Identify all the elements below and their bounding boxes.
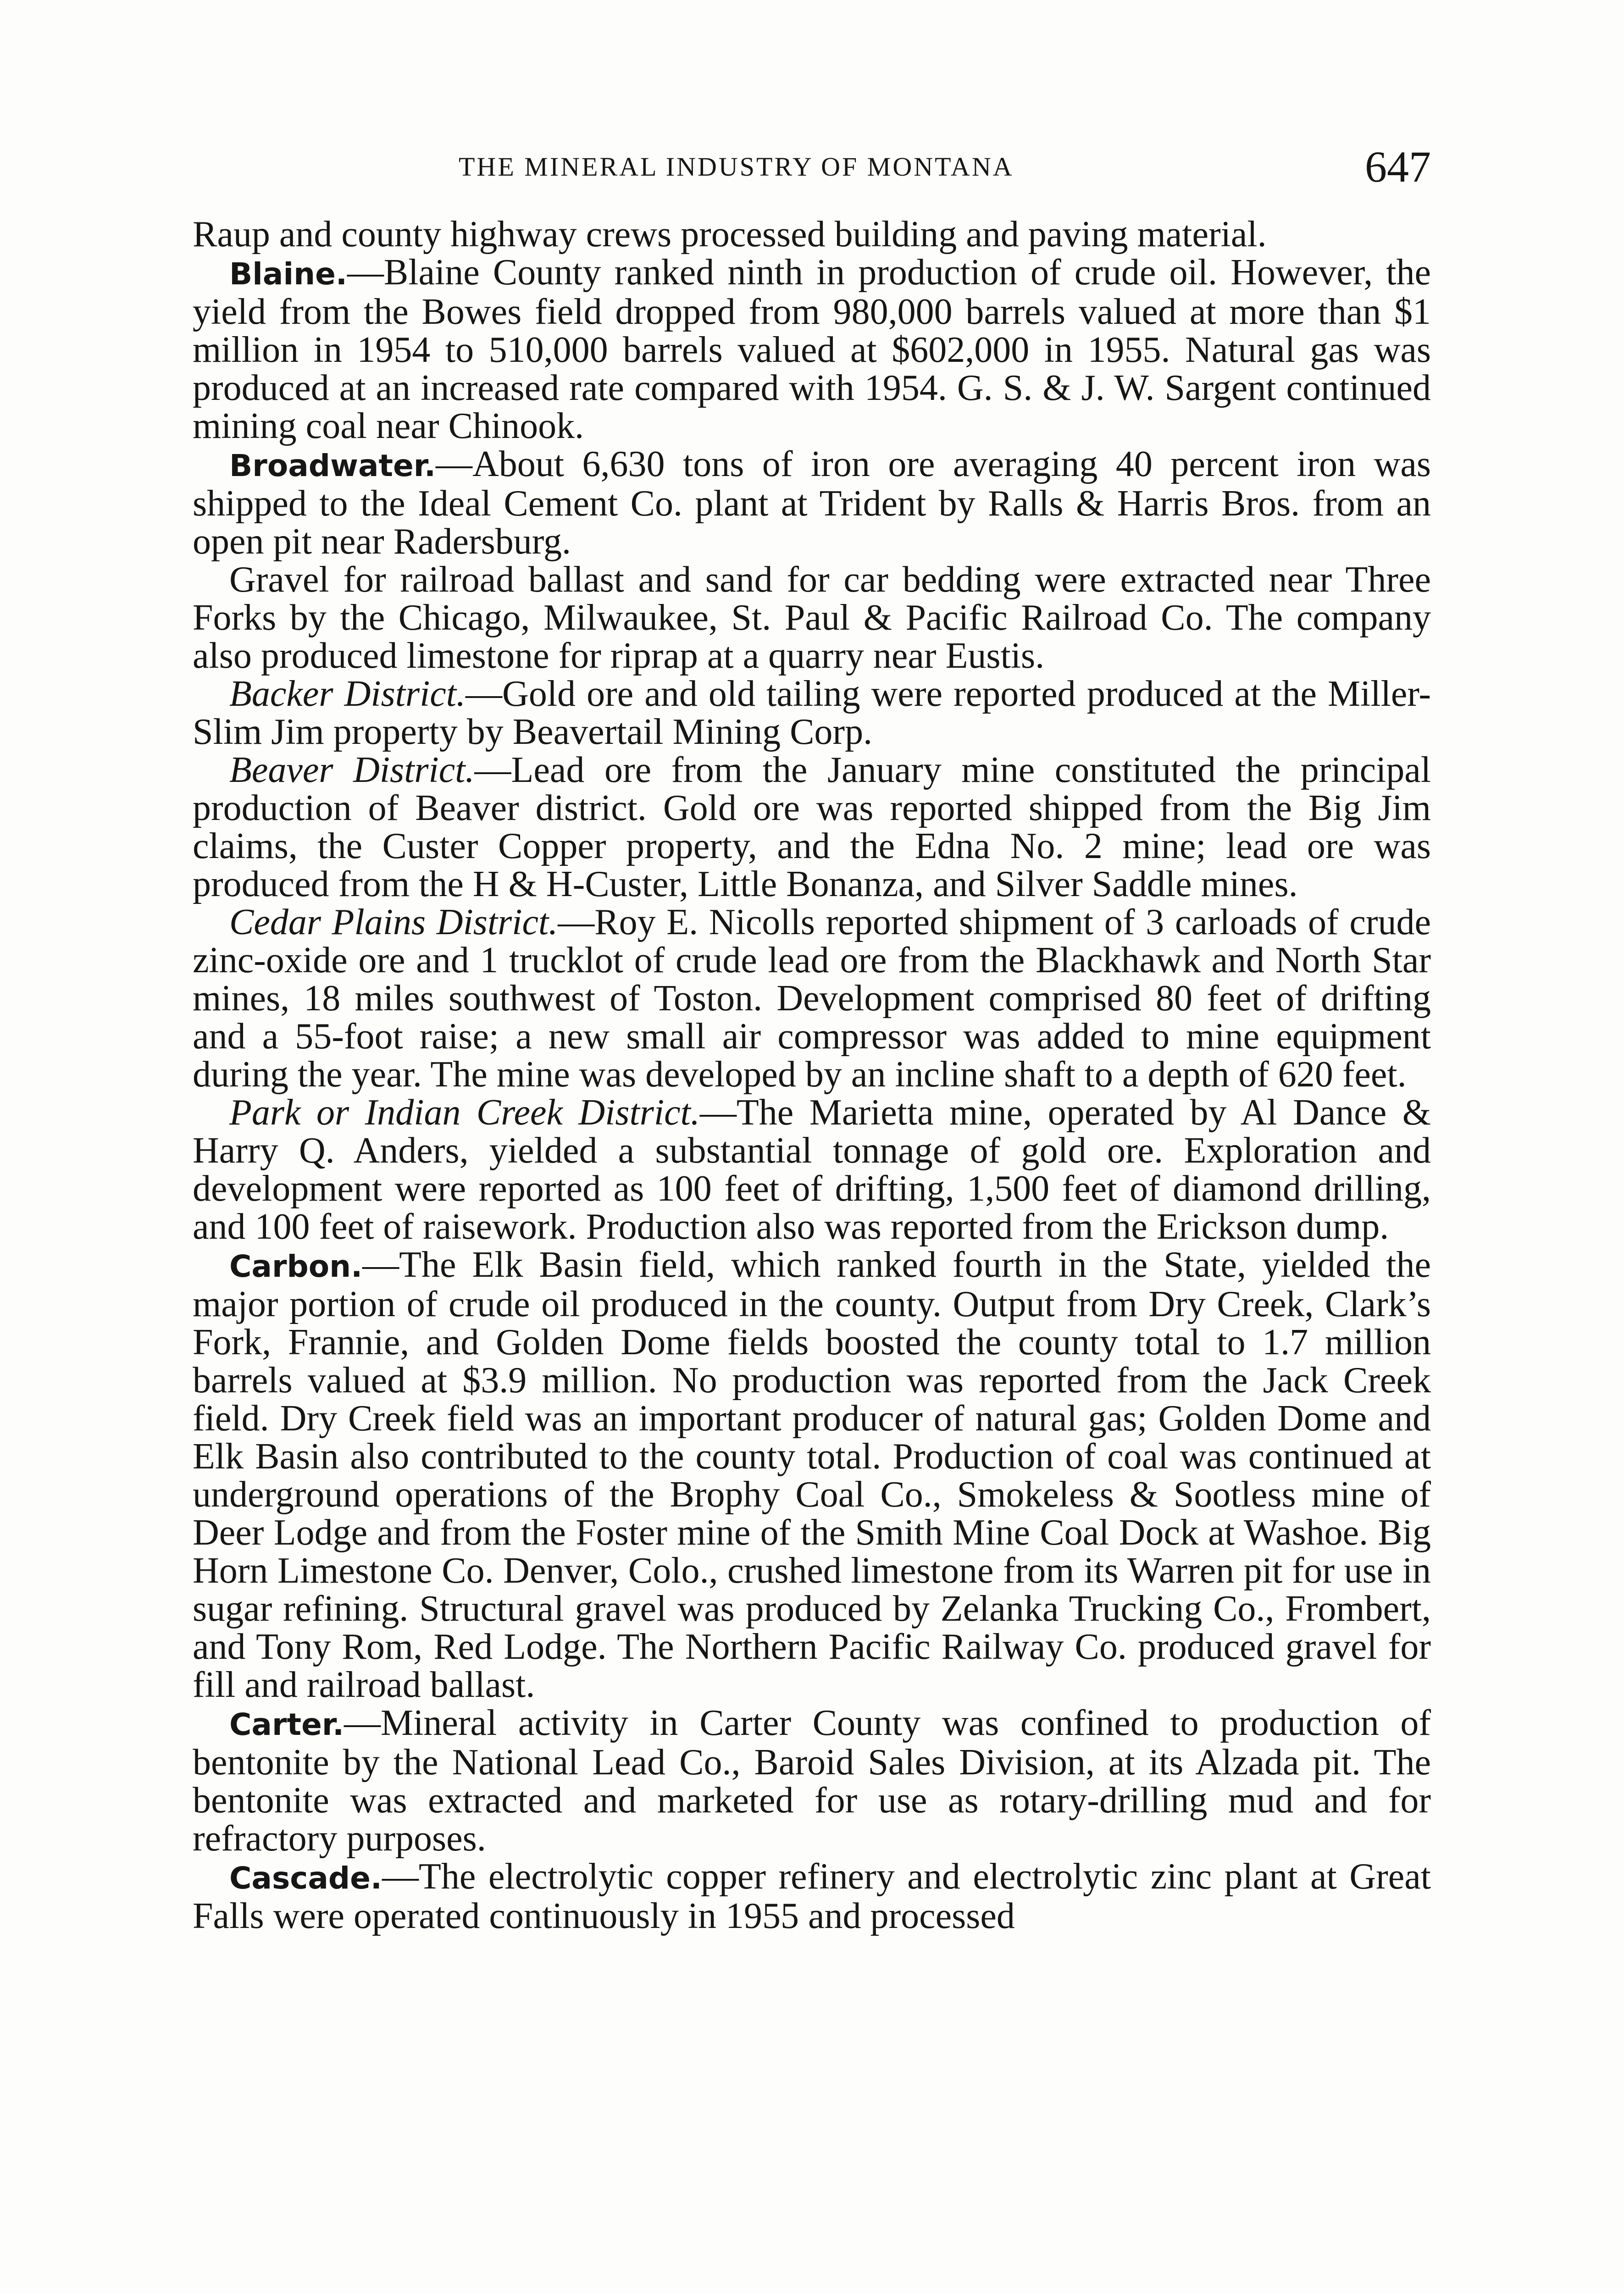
paragraph-text: Raup and county highway crews processed building and paving material.	[193, 214, 1267, 255]
section-heading-carter: Carter.	[229, 1707, 344, 1742]
running-head-title: THE MINERAL INDUSTRY OF MONTANA	[459, 152, 1014, 182]
paragraph-park-district	[193, 1094, 1431, 1246]
paragraph-backer-district	[193, 675, 1431, 751]
district-heading-beaver: Beaver District.	[229, 750, 475, 790]
section-heading-blaine: Blaine.	[229, 256, 347, 292]
paragraph-cascade	[193, 1858, 1431, 1935]
paragraph-broadwater	[193, 445, 1431, 561]
paragraph-carbon	[193, 1246, 1431, 1704]
paragraph-text: Gravel for railroad ballast and sand for car bedding were extracted near Three Forks by the Chicago, Milwaukee, St. Paul & Pacific Railroad Co. The company also produced limestone for riprap at a quarry near Eustis.	[193, 559, 1431, 676]
paragraph-text: —The Marietta mine, operated by Al Dance & Harry Q. Anders, yielded a substantial tonnage of gold ore. Exploration and development were reported as 100 feet of drifting, 1,500 feet of diamond drilling, and 100 feet of raisework. Production also was reported from the Erickson dump.	[193, 1092, 1431, 1247]
district-heading-cedar-plains: Cedar Plains District.	[229, 902, 558, 942]
paragraph-text: —The Elk Basin field, which ranked fourth in the State, yielded the major portion of crude oil produced in the county. Output from Dry Creek, Clark’s Fork, Frannie, and Golden Dome fields boosted the county total to 1.7 million barrels valued at $3.9 million. No production was reported from the Jack Creek field. Dry Creek field was an important producer of natural gas; Golden Dome and Elk Basin also contributed to the county total. Production of coal was continued at underground operations of the Brophy Coal Co., Smokeless & Sootless mine of Deer Lodge and from the Foster mine of the Smith Mine Coal Dock at Washoe. Big Horn Limestone Co. Denver, Colo., crushed limestone from its Warren pit for use in sugar refining. Structural gravel was produced by Zelanka Trucking Co., Frombert, and Tony Rom, Red Lodge. The Northern Pacific Railway Co. produced gravel for fill and railroad ballast.	[193, 1245, 1431, 1705]
paragraph-carter	[193, 1704, 1431, 1858]
paragraph-text: —Mineral activity in Carter County was confined to production of bentonite by the National Lead Co., Baroid Sales Division, at its Alzada pit. The bentonite was extracted and marketed for use as rotary-drilling mud and for refractory purposes.	[193, 1703, 1431, 1859]
section-heading-cascade: Cascade.	[229, 1861, 382, 1896]
paragraph-gravel	[193, 561, 1431, 675]
paragraph-text: —The electrolytic copper refinery and electrolytic zinc plant at Great Falls were operated continuously in 1955 and processed	[193, 1856, 1431, 1936]
section-heading-carbon: Carbon.	[229, 1249, 363, 1284]
paragraph-blaine	[193, 254, 1431, 445]
paragraph-text: —Blaine County ranked ninth in production of crude oil. However, the yield from the Bowes field dropped from 980,000 barrels valued at more than $1 million in 1954 to 510,000 barrels valued at $602,000 in 1955. Natural gas was produced at an increased rate compared with 1954. G. S. & J. W. Sargent continued mining coal near Chinook.	[193, 252, 1431, 446]
paragraph-continuation	[193, 216, 1431, 254]
district-heading-park: Park or Indian Creek District.	[229, 1092, 700, 1133]
paragraph-beaver-district	[193, 751, 1431, 903]
page-number: 647	[1365, 142, 1431, 191]
paragraph-text: —Lead ore from the January mine constituted the principal production of Beaver district. Gold ore was reported shipped from the Big Jim claims, the Custer Copper property, and the Edna No. 2 mine; lead ore was produced from the H & H-Custer, Little Bonanza, and Silver Saddle mines.	[193, 750, 1431, 904]
paragraph-cedar-plains-district	[193, 903, 1431, 1094]
paragraph-text: —About 6,630 tons of iron ore averaging 40 percent iron was shipped to the Ideal Cement Co. plant at Trident by Ralls & Harris Bros. from an open pit near Radersburg.	[193, 444, 1431, 562]
running-head	[193, 138, 1431, 202]
district-heading-backer: Backer District.	[229, 674, 466, 714]
section-heading-broadwater: Broadwater.	[229, 448, 436, 483]
paragraph-text: —Gold ore and old tailing were reported produced at the Miller-Slim Jim property by Beavertail Mining Corp.	[193, 674, 1431, 752]
body-text	[193, 216, 1431, 1935]
paragraph-text: —Roy E. Nicolls reported shipment of 3 carloads of crude zinc-oxide ore and 1 trucklot of crude lead ore from the Blackhawk and North Star mines, 18 miles southwest of Toston. Development comprised 80 feet of drifting and a 55-foot raise; a new small air compressor was added to mine equipment during the year. The mine was developed by an incline shaft to a depth of 620 feet.	[193, 902, 1431, 1095]
